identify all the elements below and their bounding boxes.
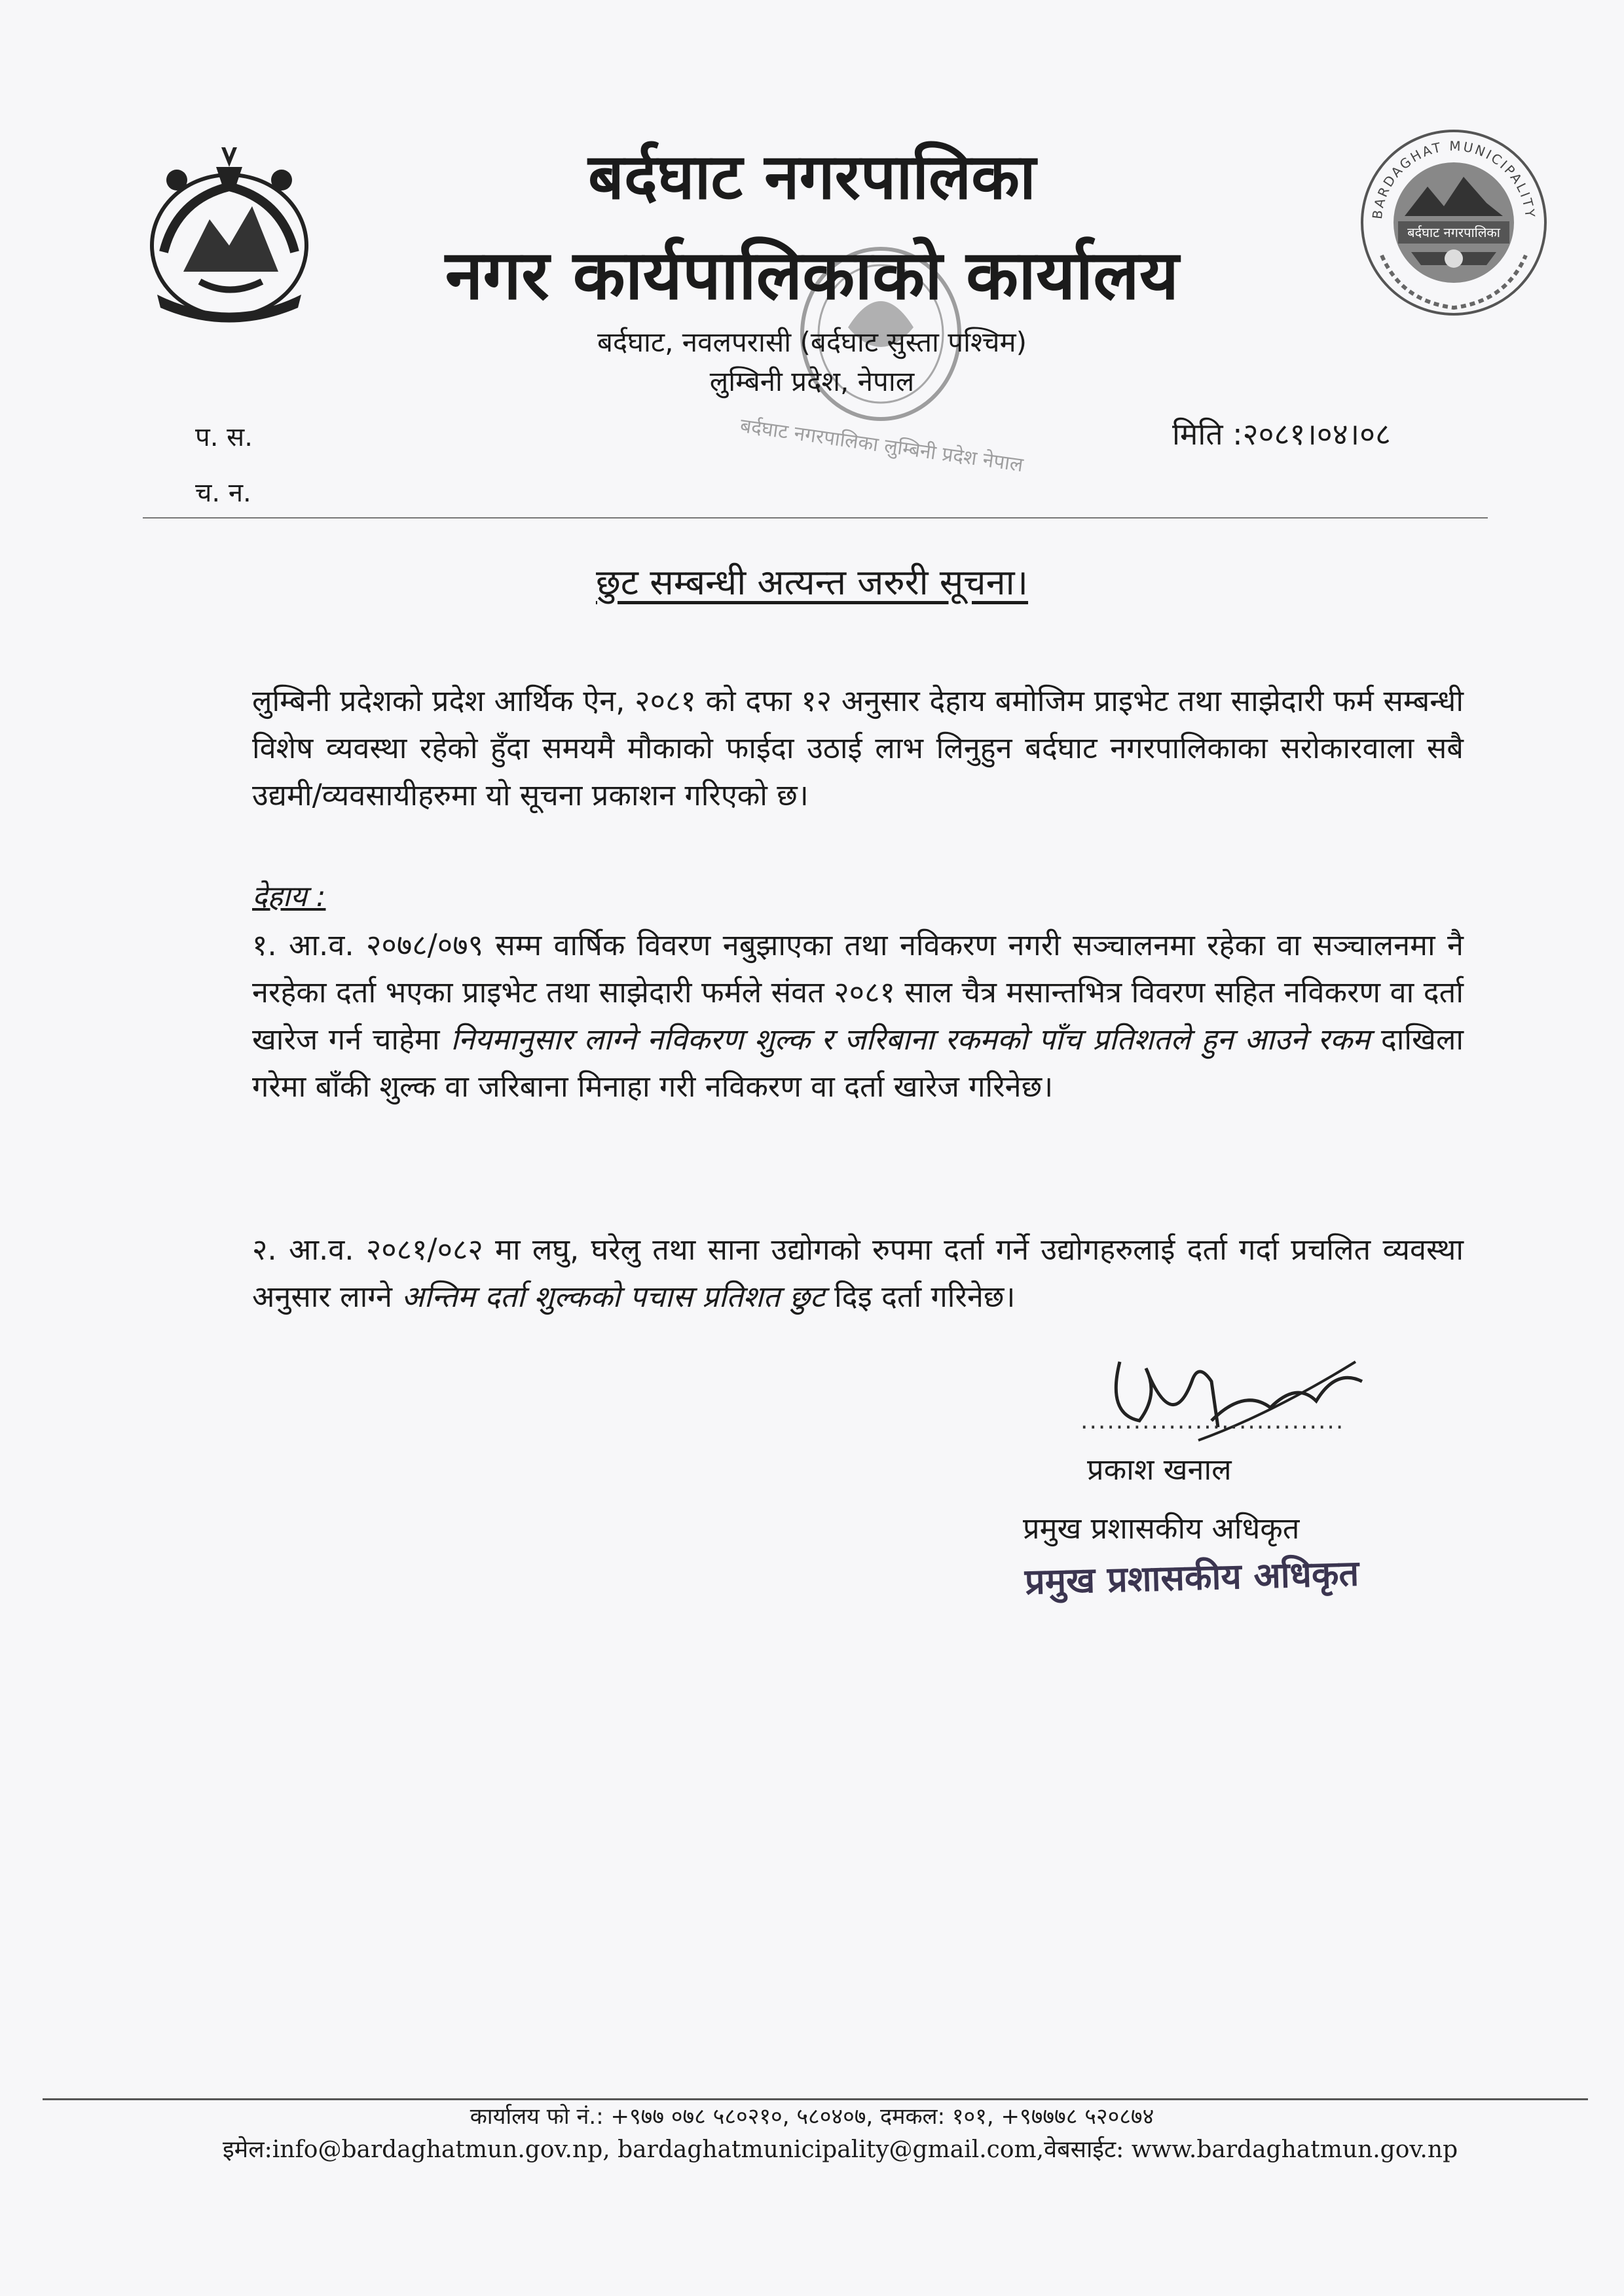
notice-subject-text: छुट सम्बन्धी अत्यन्त जरुरी सूचना।: [595, 562, 1029, 603]
item-2-paragraph: [252, 1226, 1464, 1321]
item-1-emphasis: नियमानुसार लाग्ने नविकरण शुल्क र जरिबाना रकमको पाँच प्रतिशतले हुन आउने रकम: [451, 1022, 1371, 1057]
header-divider: [143, 517, 1488, 519]
notice-subject: [0, 560, 1624, 606]
intro-paragraph: लुम्बिनी प्रदेशको प्रदेश आर्थिक ऐन, २०८१ को दफा १२ अनुसार देहाय बमोजिम प्राइभेट तथा साझेदारी फर्म सम्बन्धी विशेष व्यवस्था रहेको हुँदा समयमै मौकाको फाईदा उठाई लाभ लिनुहुन बर्दघाट नगरपालिकाका सरोकारवाला सबै उद्यमी/व्यवसायीहरुमा यो सूचना प्रकाशन गरिएको छ।: [252, 683, 1464, 812]
reference-chn: च. न.: [195, 478, 251, 508]
item-2-emphasis: अन्तिम दर्ता शुल्कको पचास प्रतिशत छुट: [401, 1279, 825, 1314]
footer-contact: इमेल:info@bardaghatmun.gov.np, bardaghatmunicipality@gmail.com,वेबसाईट: www.bardaghatmun.gov.np: [223, 2136, 1458, 2163]
dehaya-heading: देहाय :: [252, 880, 326, 913]
header-address-line1: बर्दघाट, नवलपरासी (बर्दघाट सुस्ता पश्चिम): [597, 326, 1027, 358]
letter-date: मिति :२०८१।०४।०८: [1172, 416, 1391, 452]
signatory-name: प्रकाश खनाल: [1087, 1452, 1232, 1487]
item-2-text-start: २. आ.व. २०८१/०८२ मा लघु, घरेलु तथा साना उद्योगको रुपमा दर्ता गर्ने उद्योगहरुलाई दर्ता गर्दा प्रचलित व्यवस्था अनुसार लाग्ने: [252, 1232, 1464, 1314]
logo-ring-text: BARDAGHAT MUNICIPALITY: [1369, 137, 1539, 220]
item-1-text-start: १. आ.व. २०७८/०७९ सम्म वार्षिक विवरण नबुझाएका तथा नविकरण नगरी सञ्चालनमा रहेका वा सञ्चालनमा नै नरहेका दर्ता भएका प्राइभेट तथा साझेदारी फर्मले संवत २०८१ साल चैत्र मसान्तभित्र विवरण सहित नविकरण वा दर्ता खारेज गर्न चाहेमा: [252, 928, 1464, 1057]
signature-line: ..............................: [1080, 1408, 1345, 1434]
header-office-name: नगर कार्यपालिकाको कार्यालय: [445, 235, 1179, 315]
handwritten-signature: [1100, 1342, 1375, 1453]
reference-ps: प. स.: [195, 422, 253, 452]
header-address-line2: लुम्बिनी प्रदेश, नेपाल: [709, 365, 915, 397]
logo-banner-text: बर्दघाट नगरपालिका: [1407, 225, 1500, 240]
signatory-title-stamp: प्रमुख प्रशासकीय अधिकृत: [1024, 1552, 1359, 1603]
signatory-title: प्रमुख प्रशासकीय अधिकृत: [1023, 1511, 1300, 1546]
item-1-paragraph: [252, 922, 1464, 1110]
item-2-text-end: दिइ दर्ता गरिनेछ।: [834, 1279, 1016, 1314]
footer-phone: कार्यालय फो नं.: +९७७ ०७८ ५८०२१०, ५८०४०७, दमकल: १०१, +९७७७८ ५२०८७४: [470, 2104, 1154, 2130]
item-1-text-end: दाखिला गरेमा बाँकी शुल्क वा जरिबाना मिनाहा गरी नविकरण वा दर्ता खारेज गरिनेछ।: [252, 1022, 1464, 1104]
svg-text:बर्दघाट नगरपालिका लुम्बिनी प्र: बर्दघाट नगरपालिका लुम्बिनी प्रदेश नेपाल: [739, 414, 1025, 477]
header-municipality-name: बर्दघाट नगरपालिका: [588, 140, 1036, 213]
